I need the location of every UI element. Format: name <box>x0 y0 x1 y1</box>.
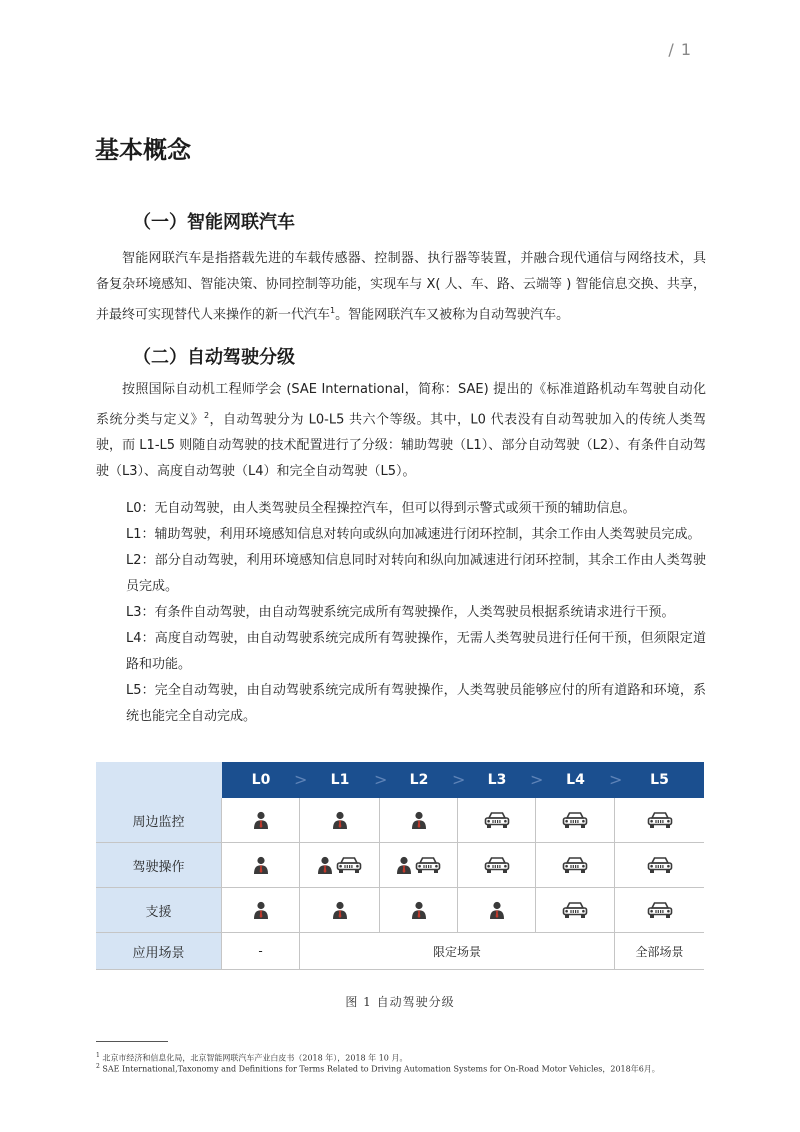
level-def-l0: L0：无自动驾驶，由人类驾驶员全程操控汽车，但可以得到示警式或须干预的辅助信息。 <box>126 501 636 516</box>
table-cell <box>222 798 300 842</box>
table-row-support <box>96 888 704 933</box>
table-cell <box>380 888 458 932</box>
person-icon <box>253 856 269 874</box>
table-corner <box>96 762 222 798</box>
row-label: 应用场景 <box>96 933 222 969</box>
person-icon <box>396 856 412 874</box>
section-2-text-b: ，自动驾驶分为 L0-L5 共六个等级。其中，L0 代表没有自动驾驶加入的传统人类驾驶，而 L1-L5 则随自动驾驶的技术配置进行了分级：辅助驾驶（L1）、部分自动驾驶（L2）、有条件自动驾驶（L3）、高度自动驾驶（L4）和完全自动驾驶（L5）。 <box>96 412 706 480</box>
footnote-text: SAE International,Taxonomy and Definitions for Terms Related to Driving Automation Systems for On-Road Motor Vehicles，2018年6月。 <box>102 1064 660 1074</box>
car-icon <box>562 856 588 874</box>
person-icon <box>332 901 348 919</box>
person-icon <box>253 811 269 829</box>
automation-level-table <box>96 762 704 970</box>
level-header-l0: L0 <box>251 772 271 788</box>
table-header <box>96 762 704 798</box>
person-icon <box>411 901 427 919</box>
table-cell <box>380 843 458 887</box>
footnote-num: 1 <box>96 1052 100 1059</box>
table-cell <box>536 843 615 887</box>
person-icon <box>253 901 269 919</box>
car-icon <box>647 811 673 829</box>
car-icon <box>647 901 673 919</box>
table-cell <box>300 888 380 932</box>
level-header-bar <box>222 762 704 798</box>
chevron-right-icon: > <box>374 770 388 789</box>
car-icon <box>562 811 588 829</box>
person-icon <box>317 856 333 874</box>
footnote-1 <box>96 1052 716 1064</box>
footnote-ref-1[interactable]: 1 <box>330 306 336 315</box>
table-cell <box>615 888 704 932</box>
section-1-text-a: 智能网联汽车是指搭载先进的车载传感器、控制器、执行器等装置，并融合现代通信与网络技术，具备复杂环境感知、智能决策、协同控制等功能，实现车与 X( 人、车、路、云端等 ) 智能信息交换、共享，并最终可实现替代人来操作的新一代汽车 <box>96 251 706 323</box>
level-header-l2: L2 <box>409 772 429 788</box>
table-cell <box>380 798 458 842</box>
level-header-l4: L4 <box>566 772 585 788</box>
chevron-right-icon: > <box>530 770 544 789</box>
car-icon <box>562 901 588 919</box>
chevron-right-icon: > <box>294 770 308 789</box>
table-cell <box>615 843 704 887</box>
level-header-l5: L5 <box>650 772 669 788</box>
section-heading-2: （二）自动驾驶分级 <box>133 347 295 368</box>
car-icon <box>336 856 362 874</box>
figure-caption: 图 1 自动驾驶分级 <box>345 995 455 1009</box>
table-cell <box>222 843 300 887</box>
section-2-text-a: 按照国际自动机工程师学会 (SAE International，简称：SAE) 提出的《标准道路机动车驾驶自动化系统分类与定义》 <box>96 382 706 428</box>
table-cell <box>536 888 615 932</box>
footnote-text: 北京市经济和信息化局，北京智能网联汽车产业白皮书（2018 年），2018 年 10 月。 <box>102 1053 408 1063</box>
car-icon <box>647 856 673 874</box>
table-row-driving <box>96 843 704 888</box>
level-def-l3: L3：有条件自动驾驶，由自动驾驶系统完成所有驾驶操作，人类驾驶员根据系统请求进行干预。 <box>126 605 675 620</box>
table-cell <box>615 798 704 842</box>
chevron-right-icon: > <box>609 770 623 789</box>
level-def-l2: L2：部分自动驾驶，利用环境感知信息同时对转向和纵向加减速进行闭环控制，其余工作由人类驾驶员完成。 <box>126 553 706 594</box>
section-heading-1: （一）智能网联汽车 <box>133 212 295 233</box>
section-1-paragraph <box>96 246 706 328</box>
level-header-l1: L1 <box>330 772 350 788</box>
table-row-scenario <box>96 933 704 970</box>
footnote-2 <box>96 1063 716 1075</box>
table-cell <box>222 888 300 932</box>
level-def-l4: L4：高度自动驾驶，由自动驾驶系统完成所有驾驶操作，无需人类驾驶员进行任何干预，但须限定道路和功能。 <box>126 631 706 672</box>
table-cell <box>536 798 615 842</box>
table-cell <box>458 888 536 932</box>
level-def-l1: L1：辅助驾驶，利用环境感知信息对转向或纵向加减速进行闭环控制，其余工作由人类驾驶员完成。 <box>126 527 701 542</box>
level-def-l5: L5：完全自动驾驶，由自动驾驶系统完成所有驾驶操作，人类驾驶员能够应付的所有道路和环境，系统也能完全自动完成。 <box>126 683 706 724</box>
car-icon <box>415 856 441 874</box>
footnote-num: 2 <box>96 1063 100 1070</box>
person-icon <box>411 811 427 829</box>
person-icon <box>332 811 348 829</box>
table-cell <box>300 798 380 842</box>
table-row-monitoring <box>96 798 704 843</box>
level-definitions <box>126 496 706 730</box>
page-number: / 1 <box>668 40 692 59</box>
section-2-paragraph <box>96 377 706 485</box>
footnote-divider <box>96 1041 168 1042</box>
page-title: 基本概念 <box>95 136 191 164</box>
footnote-ref-2[interactable]: 2 <box>203 411 210 420</box>
person-icon <box>489 901 505 919</box>
scene-all: 全部场景 <box>635 944 684 959</box>
row-label: 驾驶操作 <box>96 843 222 887</box>
scene-l0: - <box>222 933 300 969</box>
row-label: 周边监控 <box>96 798 222 842</box>
scene-limited: 限定场景 <box>300 933 615 969</box>
level-header-l3: L3 <box>487 772 507 788</box>
table-cell <box>458 798 536 842</box>
car-icon <box>484 856 510 874</box>
row-label: 支援 <box>96 888 222 932</box>
chevron-right-icon: > <box>452 770 466 789</box>
table-cell <box>458 843 536 887</box>
section-1-text-b: 。智能网联汽车又被称为自动驾驶汽车。 <box>335 307 570 323</box>
car-icon <box>484 811 510 829</box>
table-cell <box>300 843 380 887</box>
